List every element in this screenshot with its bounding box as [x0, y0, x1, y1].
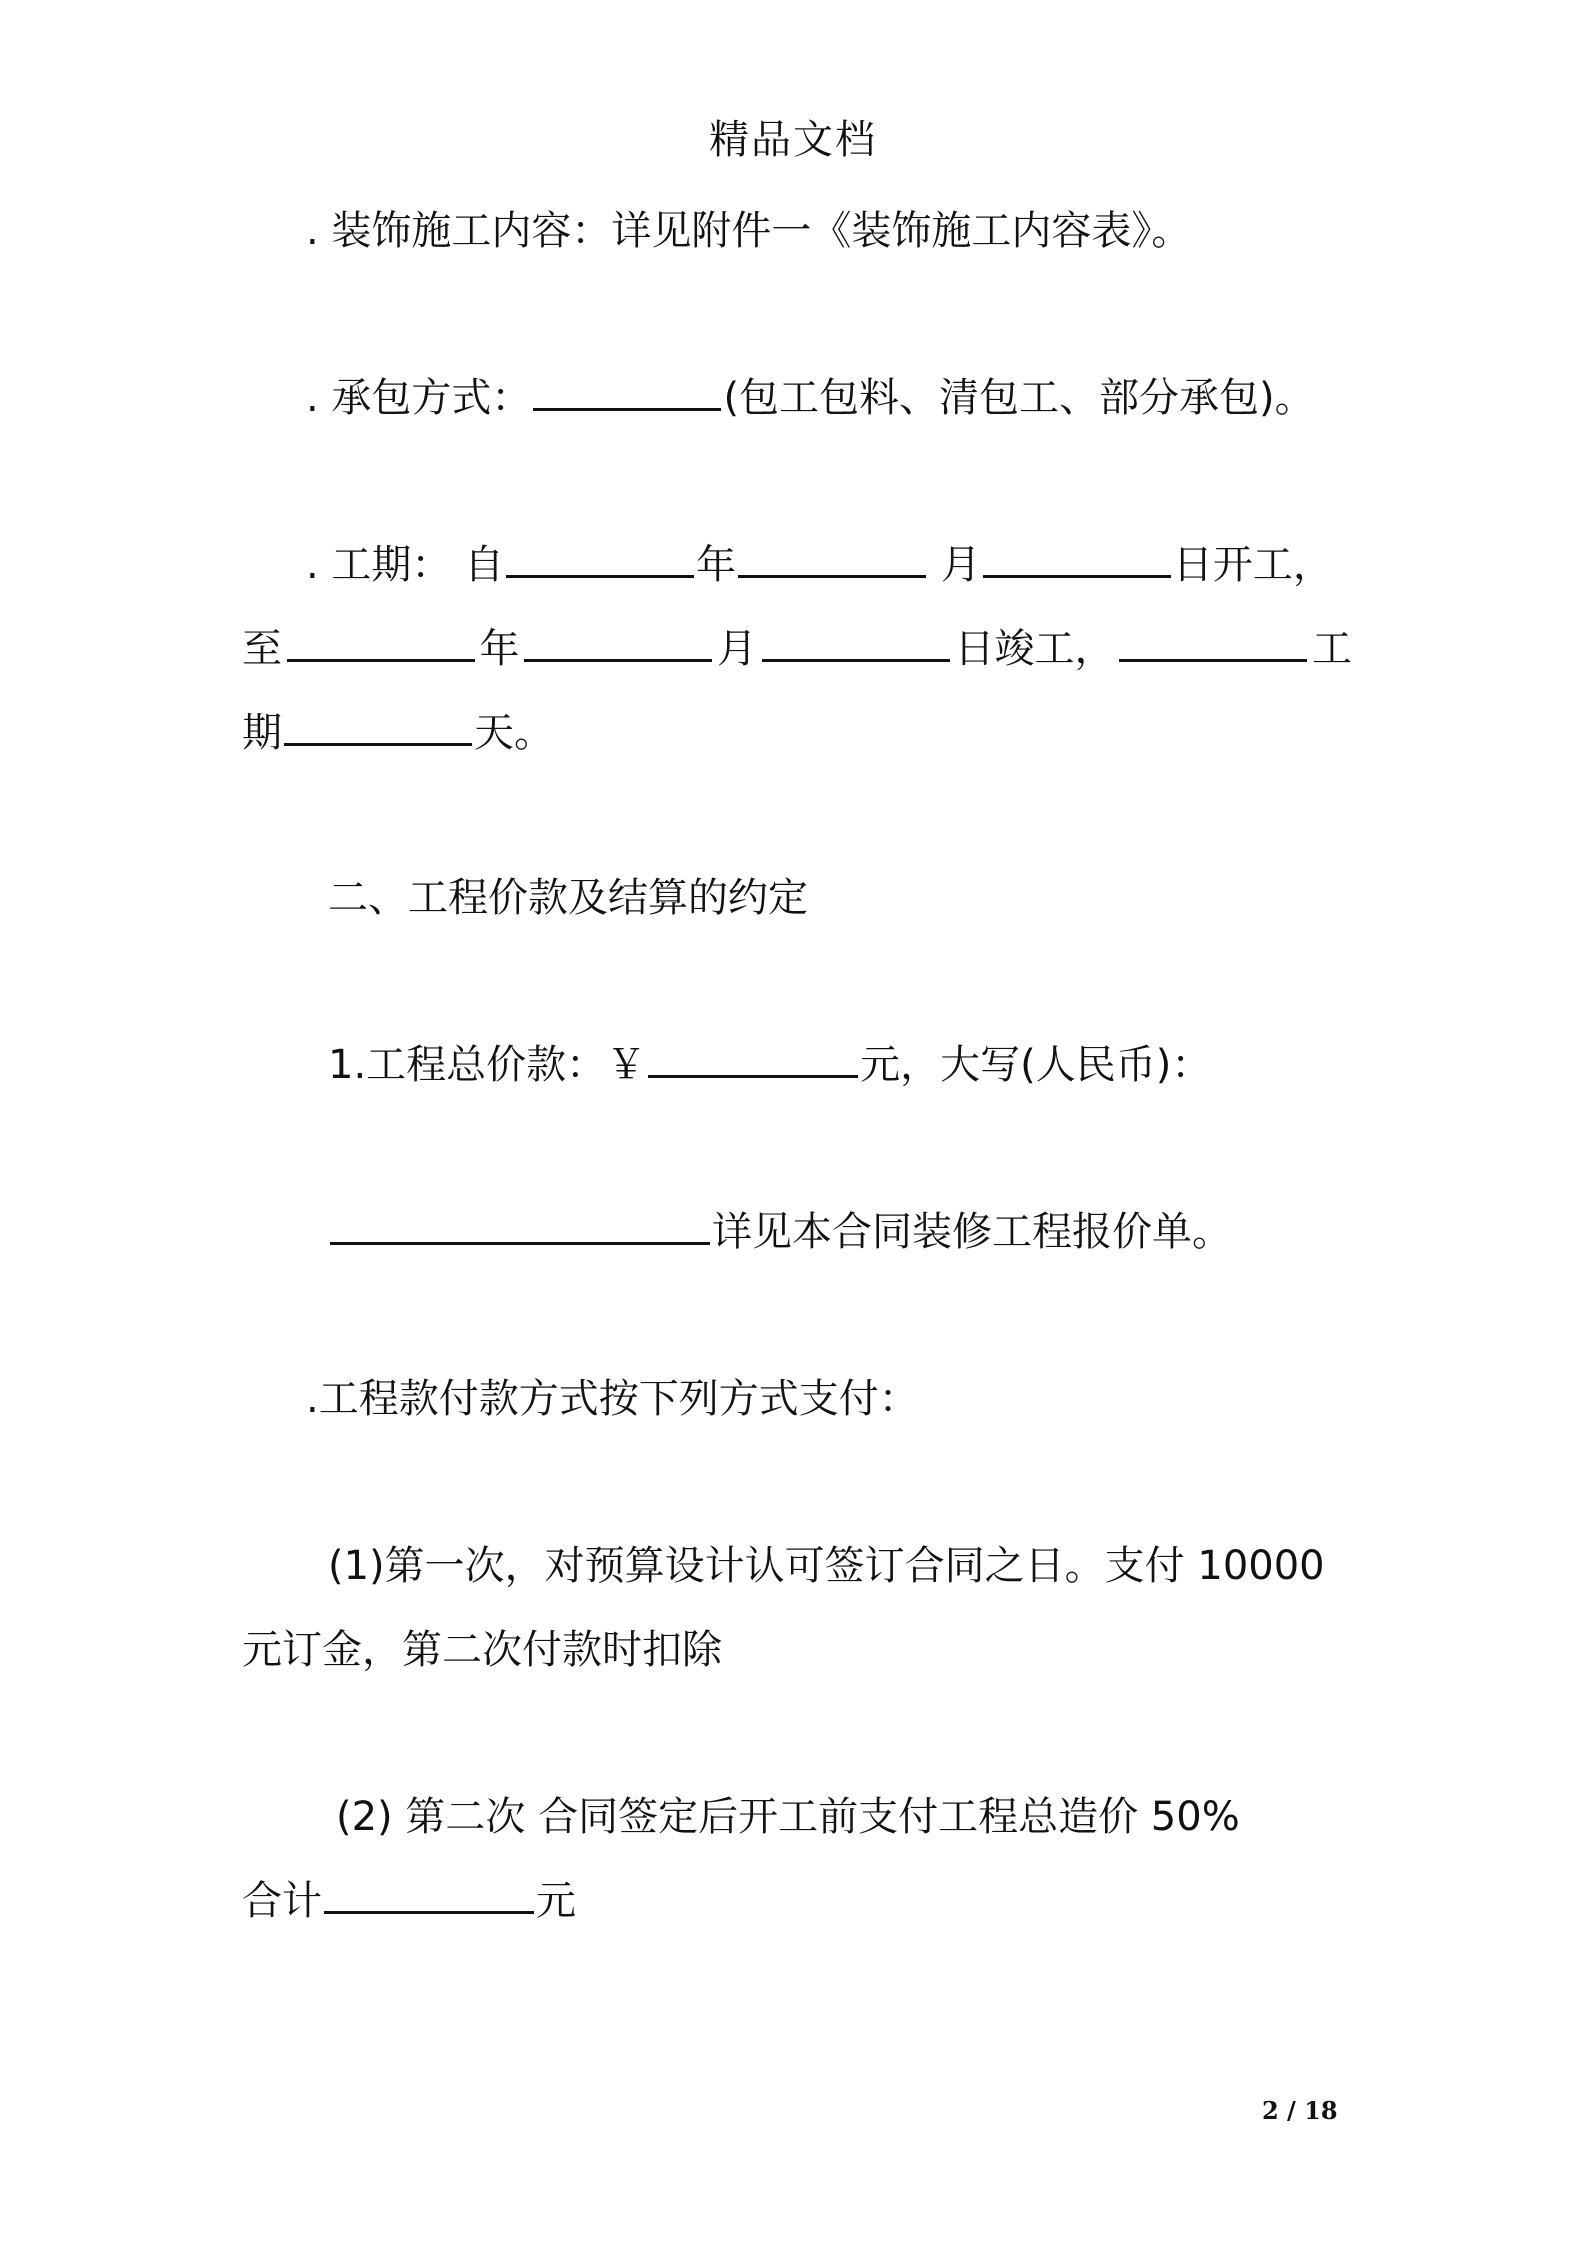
payment-2-line-1: (2) 第二次 合同签定后开工前支付工程总造价 50% [336, 1794, 1240, 1840]
page-header: 精品文档 [709, 117, 877, 163]
work-label: 工 [1312, 626, 1352, 672]
payment-2-line-2 [242, 1873, 576, 1929]
period-line-2 [242, 621, 1352, 677]
total-price-blank[interactable] [648, 1037, 858, 1078]
to-label: 至 [242, 626, 282, 672]
uppercase-amount-label: 元，大写(人民币)： [860, 1042, 1212, 1088]
start-year-blank[interactable] [506, 537, 694, 578]
start-month-blank[interactable] [738, 537, 926, 578]
payment-2-amount-blank[interactable] [324, 1873, 534, 1914]
completion-label: 日竣工， [954, 626, 1115, 672]
uppercase-amount-blank[interactable] [330, 1204, 710, 1245]
duration-days-blank[interactable] [284, 705, 472, 746]
period-char: 期 [242, 710, 282, 756]
end-day-blank[interactable] [762, 621, 950, 662]
payment-1-line-2: 元订金，第二次付款时扣除 [242, 1627, 722, 1673]
page-number: 2 / 18 [1262, 2096, 1338, 2125]
quote-line [328, 1204, 1232, 1260]
section-heading: 二、工程价款及结算的约定 [328, 875, 808, 921]
month-label: 月 [940, 542, 981, 588]
total-price-label: 1.工程总价款：￥ [328, 1042, 647, 1088]
start-work-label: 日开工， [1172, 542, 1333, 588]
start-day-blank[interactable] [983, 537, 1171, 578]
contract-method-options: (包工包料、清包工、部分承包)。 [723, 375, 1315, 421]
period-line-3 [242, 705, 554, 761]
payment-1-line-1: (1)第一次，对预算设计认可签订合同之日。支付 10000 [328, 1543, 1325, 1589]
end-year-blank[interactable] [287, 621, 475, 662]
month-label: 月 [717, 626, 757, 672]
quote-reference: 详见本合同装修工程报价单。 [712, 1209, 1232, 1255]
days-label: 天。 [474, 710, 554, 756]
total-price-line [328, 1037, 1211, 1093]
duration-blank-1[interactable] [1119, 621, 1307, 662]
contract-method-label: . 承包方式： [306, 375, 532, 421]
year-label: 年 [696, 542, 737, 588]
end-month-blank[interactable] [524, 621, 712, 662]
period-line-1 [306, 537, 1333, 593]
content-line: . 装饰施工内容：详见附件一《装饰施工内容表》。 [306, 208, 1192, 254]
contract-method-blank[interactable] [533, 370, 721, 411]
yuan-label: 元 [536, 1878, 576, 1924]
total-label: 合计 [242, 1878, 322, 1924]
payment-method-line: .工程款付款方式按下列方式支付： [306, 1376, 919, 1422]
contract-method-line [306, 370, 1315, 426]
period-label: . 工期： 自 [306, 542, 505, 588]
year-label: 年 [479, 626, 520, 672]
